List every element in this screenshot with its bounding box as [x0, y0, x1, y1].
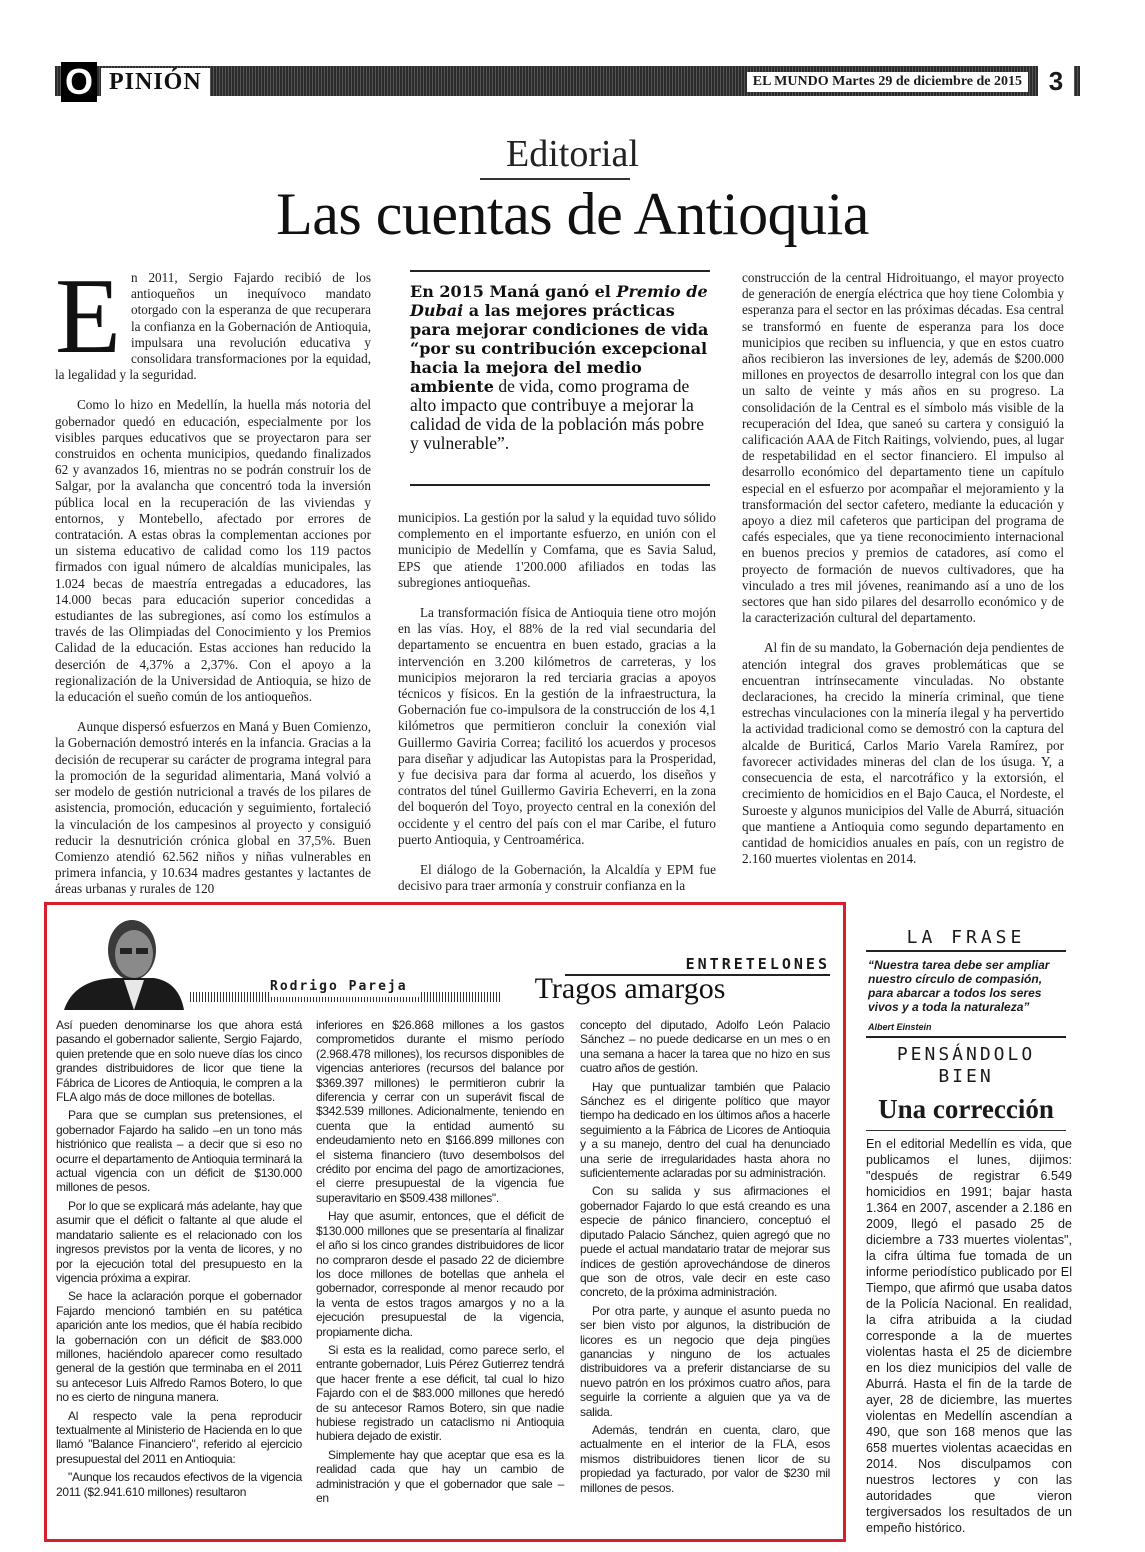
- column-paragraph: Hay que asumir, entonces, que el déficit de $130.000 millones que se presentaría al finalizar el año si los cinco grandes distribuidores de licor no compraron desde el pasado 22 de diciembre los doce millones de botellas que anhela el gobernador, corresponde al menor recaudo por la venta de estos tragos amargos y no a la ejecución presupuestal de la vigencia, propiamente dicha.: [316, 1209, 564, 1339]
- correction-rule: [866, 1130, 1066, 1131]
- pull-quote-top-rule: [410, 270, 710, 272]
- column-paragraph: Así pueden denominarse los que ahora está pasando el gobernador saliente, Sergio Fajardo, quien pretende que en solo nueve días los cinco grandes distribuidores de licor que tiene la Fábrica de Licores de Antioquia, le compren a la FLA algo más de doce millones de botellas.: [56, 1018, 302, 1105]
- correction-section-title-line-1: PENSÁNDOLO: [896, 1044, 1036, 1065]
- quote-text: “Nuestra tarea debe ser ampliar nuestro círculo de compasión, para abarcar a todos los seres vivos y a toda la naturaleza”: [868, 958, 1050, 1014]
- correction-section-title: [866, 1044, 1066, 1088]
- quote-section-rule: [866, 950, 1066, 952]
- editorial-paragraph: municipios. La gestión por la salud y la equidad tuvo sólido complemento en el importante esfuerzo, en unión con el municipio de Medellín y Comfama, que es Savia Salud, EPS que atiende 1'200.000 afiliados en todas las subregiones antioqueñas.: [398, 510, 716, 590]
- column-paragraph: Al respecto vale la pena reproducir textualmente al Ministerio de Hacienda en lo que llamó "Balance Financiero", referido al ejercicio presupuestal del 2011 en Antioquia:: [56, 1408, 302, 1466]
- author-byline: Rodrigo Pareja: [270, 979, 420, 997]
- column-title: Tragos amargos: [534, 972, 726, 1005]
- pull-quote-bottom-rule: [410, 484, 710, 486]
- column-paragraph: Por otra parte, y aunque el asunto pueda no ser bien visto por algunos, la distribución de licores es un negocio que deja pingües ganancias y ninguno de los actuales distribuidores va a preferir distanciarse de su nuevo patrón en los próximos cuatro años, para seguirle la corriente a alguien que ya va de salida.: [580, 1303, 830, 1419]
- quote-bottom-rule: [866, 1036, 1066, 1038]
- column-paragraph: Además, tendrán en cuenta, claro, que actualmente en el interior de la FLA, esos mismos distribuidores tienen licor de su propiedad ya facturado, por valor de $230 mil millones de pesos.: [580, 1422, 830, 1495]
- editorial-paragraph: El diálogo de la Gobernación, la Alcaldía y EPM fue decisivo para traer armonía y construir confianza en la: [398, 862, 716, 894]
- column-paragraph: Con su salida y sus afirmaciones el gobernador Fajardo lo que está creando es una especie de pánico financiero, conceptuó el diputado Palacio Sánchez, quien agregó que no puede el actual mandatario tratar de mejorar sus índices de gestión aprovechándose de dineros que son de otros, vale decir en este caso concreto, de la próxima administración.: [580, 1184, 830, 1300]
- editorial-paragraph: Aunque dispersó esfuerzos en Maná y Buen Comienzo, la Gobernación demostró interés en la infancia. Gracias a la decisión de recuperar su carácter de programa integral para la promoción de la seguridad alimentaria, Maná volvió a ser modelo de gestión nutricional a través de los pilares de asistencia, promoción, educación y seguimiento, fortaleció la vinculación de los campesinos al proyecto y consiguió reducir la desnutrición crónica global en 37,5%. Buen Comienzo atendió 62.562 niños y niñas vulnerables en primera infancia, y 10.634 madres gestantes y lactantes de áreas urbanas y rurales de 120: [55, 719, 371, 897]
- author-photo: [54, 910, 184, 1010]
- column-paragraph: Simplemente hay que aceptar que esa es la realidad cada que hay un cambio de administración y que el gobernador que sale – en: [316, 1447, 564, 1505]
- editorial-column-1: [55, 257, 371, 897]
- editorial-paragraph: Al fin de su mandato, la Gobernación deja pendientes de atención integral dos graves problemáticas que se encuentran intrínsecamente vinculadas. No obstante declaraciones, ha crecido la minería criminal, que tiene estrechas vinculaciones con la minería ilegal y ha pervertido la actividad tradicional como se demostró con la captura del alcalde de Buriticá, Carlos Mario Varela Ramírez, por favorecer actividades mineras del clan de los úsuga. Y, a consecuencia de esta, el narcotráfico y la extorsión, el crecimiento de homicidios en el Bajo Cauca, el Nordeste, el Suroeste y algunos municipios del Valle de Aburrá, situación que mantiene a Antioquia como segundo departamento en cantidad de homicidios anuales en país, con un registro de 2.160 muertes violentas en 2014.: [742, 640, 1064, 867]
- quote-author: Albert Einstein: [868, 1022, 932, 1032]
- quote-section-title: LA FRASE: [906, 927, 1026, 948]
- page-number: 3: [1038, 66, 1074, 96]
- column-kicker: ENTRETELONES: [685, 955, 830, 973]
- drop-cap: E: [55, 257, 121, 376]
- column-paragraph: "Aunque los recaudos efectivos de la vigencia 2011 ($2.941.610 millones) resultaron: [56, 1470, 302, 1499]
- correction-title: Una corrección: [878, 1094, 1054, 1124]
- column-text-1: [56, 1018, 302, 1533]
- correction-section-title-line-2: BIEN: [938, 1066, 994, 1087]
- editorial-column-2: [398, 510, 716, 895]
- column-paragraph: Hay que puntualizar también que Palacio Sánchez es el dirigente político que mayor tiempo ha dedicado en los últimos años a hacerle seguimiento a la Fábrica de Licores de Antioquia y a su manejo, dentro del cual ha denunciado una serie de irregularidades hasta ahora no suficientemente aclaradas por su administración.: [580, 1079, 830, 1181]
- editorial-paragraph: En 2011, Sergio Fajardo recibió de los antioqueños un inequívoco mandato otorgado con la esperanza de que recuperara la confianza en la Gobernación de Antioquia, impulsara una revolución educativa y consolidara transformaciones por la equidad, la legalidad y la seguridad.: [55, 257, 371, 383]
- column-paragraph: concepto del diputado, Adolfo León Palacio Sánchez – no puede dedicarse en un mes o en una semana a hacer la tarea que no hizo en sus cuatro años de gestión.: [580, 1018, 830, 1076]
- column-paragraph: inferiores en $26.868 millones a los gastos comprometidos durante el mismo período (2.968.478 millones), los recursos disponibles de vigencias anteriores (recursos del balance por $369.397 millones) le permitieron cubrir la diferencia y cerrar con un superávit fiscal de $342.539 millones. Adicionalmente, teniendo en cuenta que la entidad aumentó su endeudamiento neto en $166.899 millones con el sistema financiero (tuvo desembolsos del crédito por encima del pago de amortizaciones, el cierre presupuestal de la vigencia fue superavitario en $509.438 millones".: [316, 1018, 564, 1205]
- column-paragraph: Por lo que se explicará más adelante, hay que asumir que el déficit o faltante al que alude el mandatario saliente es el relacionado con los ingresos previstos por la venta de licores, y no por la ejecución total del presupuesto en la vigencia próxima a expirar.: [56, 1198, 302, 1285]
- editorial-column-3: [742, 270, 1064, 895]
- editorial-paragraph: Como lo hizo en Medellín, la huella más notoria del gobernador quedó en educación, especialmente por los visibles parques educativos que se proyectaron para ser construidos en ochenta municipios, quedando finalizados 62 y avanzados 16, mientras no se podrán construir los de Salgar, por la avalancha que concentró toda la inversión pública local en la recuperación de las viviendas y entornos, y Montebello, afectado por errores de contratación. A estas obras la complementan acciones por un sistema educativo de calidad como los 119 pactos firmados con igual número de alcaldías municipales, las 1.024 becas de maestría entregadas a educadores, las 14.000 becas para educación superior concedidas a estudiantes de las subregiones, así como los estímulos a través de las Olimpiadas del Conocimiento y los Premios Calidad de la educación. Estas acciones han reducido la deserción de 4,37% a 2,37%. Con el apoyo a la regionalización de la Universidad de Antioquia, se hizo de la educación el sueño común de los antioqueños.: [55, 397, 371, 705]
- section-initial: O: [61, 62, 97, 102]
- editorial-kicker: Editorial: [506, 133, 639, 175]
- editorial-paragraph: construcción de la central Hidroituango, el mayor proyecto de generación de energía eléctrica que hoy tiene Colombia y esperanza para el sector en las próximas décadas. Esa central se transformó en fuente de esperanza para los doce municipios que reciben su influencia, y que en estos cuatro años recibieron las inversiones de ley, además de $200.000 millones en proyectos de desarrollo integral con los que dan un salto de veinte y más años en su progreso. La consolidación de la Central es el símbolo más visible de la recuperación del Idea, que saneó su cartera y consiguió la calificación AAA de Fitch Raitings, volviendo, pues, al lugar de respetabilidad en el sector financiero. El impulso al desarrollo económico del departamento tiene un capítulo especial en el esfuerzo por acompañar el mejoramiento y la transformación del sector cafetero, mediante la educación y apoyo a diez mil cafeteros que participan del programa de cafés especiales, que ya tiene reconocimiento internacional en buenos precios y premios de catadores, así como el proyecto de formación de nuevos cultivadores, que ha vinculado a tres mil jóvenes, reanimando así a uno de los sectores que han sido pilares del desarrollo económico y de la caracterización cultural del departamento.: [742, 270, 1064, 626]
- pull-quote: [410, 270, 710, 490]
- column-text-2: [316, 1018, 564, 1533]
- dateline: EL MUNDO Martes 29 de diciembre de 2015: [747, 72, 1028, 92]
- column-paragraph: Para que se cumplan sus pretensiones, el gobernador Fajardo ha salido –en un tono más histriónico que realista – a decir que si eso no ocurre el departamento de Antioquia terminará la actual vigencia con un déficit de $130.000 millones de pesos.: [56, 1108, 302, 1195]
- column-text-3: [580, 1018, 830, 1533]
- editorial-paragraph: La transformación física de Antioquia tiene otro mojón en las vías. Hoy, el 88% de la red vial secundaria del departamento se encuentra en buen estado, gracias a la intervención en 3.200 kilómetros de carreteras, y los municipios mejoraron la red terciaria gracias a apoyos técnicos y físicos. En la gestión de la infraestructura, la Gobernación fue co-impulsora de la construcción de los 4,1 kilómetros que permitieron concluir la conexión vial Guillermo Gaviria Correa; facilitó los acuerdos y procesos para diseñar y adjudicar las Autopistas para la Prosperidad, y fue decisiva para dar forma al acuerdo, los diseños y contratos del túnel Guillermo Gaviria Echeverri, en la zona del boquerón del Toyo, proyecto central en la conexión del occidente y el centro del país con el mar Caribe, el futuro puerto Antioquia, y Centroamérica.: [398, 605, 716, 847]
- pull-quote-text: En 2015 Maná ganó el Premio de Dubai a las mejores prácticas para mejorar condiciones de vida “por su contribución excepcional hacia la mejora del medio ambiente de vida, como programa de alto impacto que contribuye a mejorar la calidad de vida de la población más pobre y vulnerable”.: [410, 282, 709, 453]
- correction-text: En el editorial Medellín es vida, que publicamos el lunes, dijimos: "después de registrar 6.549 homicidios en 1991; bajar hasta 1.364 en 2007, ascender a 2.186 en 2009, llegó el pasado 25 de diciembre a 733 muertes violentas", la cifra última fue tomada de un informe periodístico publicado por El Tiempo, que afirmó que usaba datos de la Policía Nacional. En realidad, la cifra atribuida a la ciudad corresponde a la de muertes violentas hasta el 25 de diciembre en los diez municipios del valle de Aburrá. Hasta el fin de la tarde de ayer, 28 de diciembre, las muertes violentas en Medellín ascendían a 490, que son 168 menos que las 658 muertes violentas acaecidas en 2014. Nos disculpamos con nuestros lectores y con las autoridades que vieron tergiversados los resultados de un empeño histórico.: [866, 1137, 1072, 1535]
- column-paragraph: Se hace la aclaración porque el gobernador Fajardo mencionó también en su patética aparición ante los medios, que él había recibido la gobernación con un déficit de $83.000 millones, haciéndolo aparecer como resultado general de la gestión que terminaba en el 2011 su antecesor Luis Alfredo Ramos Botero, lo que no es cierto de ninguna manera.: [56, 1289, 302, 1405]
- section-name: PINIÓN: [101, 68, 210, 96]
- column-paragraph: Si esta es la realidad, como parece serlo, el entrante gobernador, Luis Pérez Gutierrez tendrá que hacer frente a ese déficit, tal cual lo hizo Fajardo con el de $83.000 millones que heredó de su antecesor Ramos Botero, sin que nadie hubiese registrado un cataclismo ni Antioquia hubiera dejado de existir.: [316, 1342, 564, 1444]
- editorial-title: Las cuentas de Antioquia: [276, 181, 869, 247]
- section-header: [55, 62, 1080, 102]
